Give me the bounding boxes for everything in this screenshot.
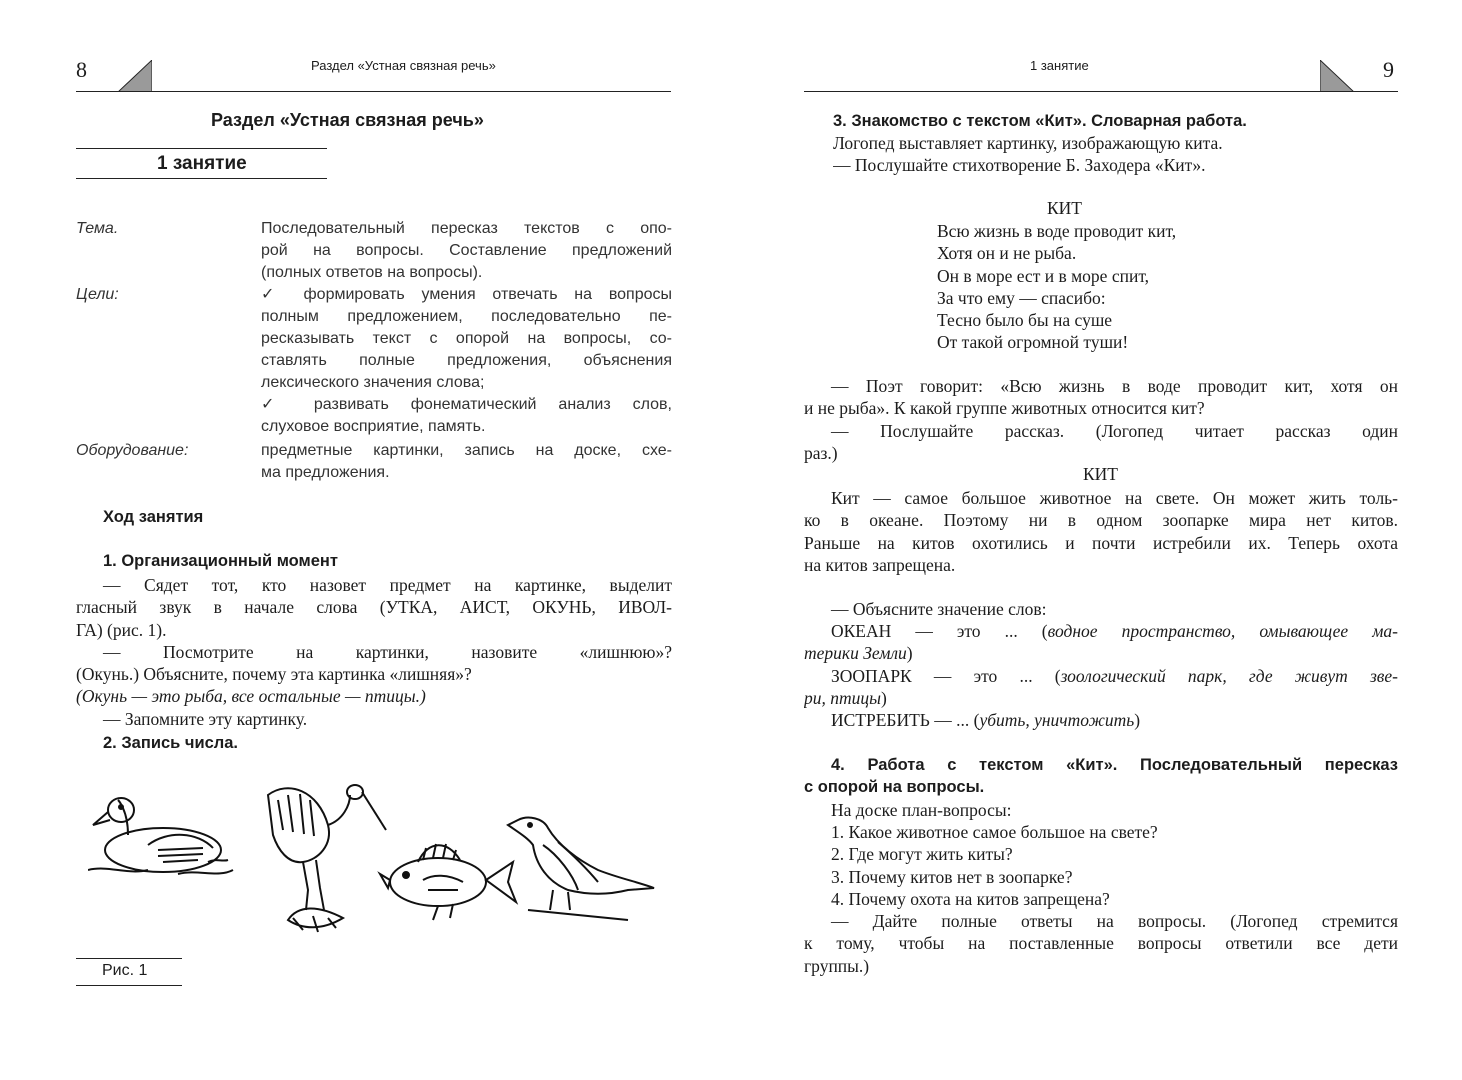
step1-line: ГА) (рис. 1).	[76, 619, 167, 640]
story-title: КИТ	[1083, 464, 1118, 484]
question-item: 3. Почему китов нет в зоопарке?	[831, 866, 1073, 887]
vocab-line	[804, 687, 1398, 709]
after-poem-line: раз.)	[804, 442, 838, 463]
vocab-close: )	[906, 643, 913, 664]
story-line: на китов запрещена.	[804, 554, 956, 575]
step1-heading: 1. Организационный момент	[103, 552, 338, 570]
step1-line: — Посмотрите на картинки, назовите «лишнюю»?	[103, 641, 672, 662]
figure-1	[88, 770, 668, 940]
goals-text	[261, 284, 672, 438]
course-heading: Ход занятия	[103, 508, 204, 526]
question-item: 1. Какое животное самое большое на свете?	[831, 822, 1158, 842]
vocab-line	[804, 620, 1398, 642]
goal-line: полным предложением, последовательно пе-	[261, 308, 672, 325]
explain-intro: — Объясните значение слов:	[831, 599, 1047, 619]
duck-icon	[88, 798, 233, 874]
step3-line: — Послушайте стихотворение Б. Заходера «Кит».	[833, 155, 1206, 176]
vocab-line	[804, 642, 1398, 664]
page-corner-triangle-icon	[1320, 60, 1354, 92]
caption-rule-top	[76, 958, 182, 959]
page-number: 8	[76, 57, 87, 82]
vocab-line	[804, 709, 1398, 731]
question-item: 2. Где могут жить киты?	[831, 844, 1013, 865]
page-corner-triangle-icon	[118, 60, 152, 92]
oriole-icon	[508, 818, 654, 920]
step1-text	[76, 574, 672, 730]
vocab-term: ЗООПАРК — это ... (	[831, 665, 1061, 686]
after-poem-line: и не рыба». К какой группе животных относится кит?	[804, 398, 1205, 419]
header-rule	[804, 91, 1398, 92]
figure-caption: Рис. 1	[102, 962, 148, 979]
after-poem-text	[804, 375, 1398, 464]
step1-line: гласный звук в начале слова (УТКА, АИСТ, ОКУНЬ, ИВОЛ-	[76, 597, 672, 618]
goal-line: ресказывать текст с опорой на вопросы, со-	[261, 330, 672, 347]
goal-line: лексического значения слова;	[261, 374, 485, 391]
running-head: 1 занятие	[1030, 58, 1089, 73]
question-item: 4. Почему охота на китов запрещена?	[831, 888, 1110, 909]
vocab-definition: водное пространство, омывающее ма-	[1047, 621, 1398, 641]
step4-heading	[804, 754, 1398, 799]
page-number: 9	[1383, 57, 1394, 82]
vocab-close: )	[881, 687, 887, 708]
poem-title: КИТ	[1047, 198, 1082, 218]
header-rule	[76, 91, 671, 92]
lesson-title: 1 занятие	[157, 153, 247, 174]
closing-line: — Дайте полные ответы на вопросы. (Логопед стремится	[831, 911, 1398, 931]
section-title: Раздел «Устная связная речь»	[211, 110, 484, 130]
step1-line: (Окунь.) Объясните, почему эта картинка «лишняя»?	[76, 664, 472, 685]
step1-line: (Окунь — это рыба, все остальные — птицы.)	[76, 686, 426, 707]
closing-line: группы.)	[804, 955, 870, 976]
lesson-rule-top	[76, 148, 327, 149]
step1-line: — Запомните эту картинку.	[103, 708, 308, 729]
equipment-line: предметные картинки, запись на доске, схе-	[261, 442, 672, 459]
closing-line: к тому, чтобы на поставленные вопросы ответили все дети	[804, 933, 1398, 954]
topic-line: рой на вопросы. Составление предложений	[261, 242, 672, 259]
vocab-term: ОКЕАН — это ... (	[831, 621, 1048, 641]
poem-line: Хотя он и не рыба.	[937, 243, 1077, 264]
equipment-text	[261, 440, 672, 484]
vocab-definition: терики Земли	[804, 643, 907, 664]
step1-line: — Сядет тот, кто назовет предмет на картинке, выделит	[103, 575, 672, 595]
vocab-line	[804, 665, 1398, 687]
step3-text	[833, 132, 1398, 177]
story-text	[804, 487, 1398, 576]
questions-list	[831, 821, 1158, 910]
poem-line: Всю жизнь в воде проводит кит,	[937, 221, 1177, 241]
poem	[937, 220, 1176, 354]
step4-heading-line: с опорой на вопросы.	[804, 778, 985, 797]
topic-label: Тема.	[76, 220, 119, 237]
goal-line: слуховое восприятие, память.	[261, 418, 486, 435]
right-page	[731, 0, 1462, 1080]
vocab-list	[804, 620, 1398, 731]
story-line: ко в океане. Поэтому ни в одном зоопарке мира нет китов.	[804, 510, 1398, 531]
caption-rule-bottom	[76, 985, 182, 986]
topic-text	[261, 218, 672, 284]
running-head: Раздел «Устная связная речь»	[311, 58, 496, 73]
after-poem-line: — Послушайте рассказ. (Логопед читает рассказ один	[831, 420, 1398, 441]
step4-heading-line: 4. Работа с текстом «Кит». Последовательный пересказ	[831, 756, 1398, 774]
closing-text	[804, 910, 1398, 977]
poem-line: Тесно было бы на суше	[937, 310, 1113, 331]
lesson-rule-bottom	[76, 178, 327, 179]
stork-icon	[268, 785, 386, 932]
poem-line: Он в море ест и в море спит,	[937, 265, 1150, 286]
story-line: Кит — самое большое животное на свете. Он может жить толь-	[831, 488, 1398, 508]
vocab-definition: убить, уничтожить	[979, 710, 1135, 731]
goal-line: ✓ формировать умения отвечать на вопросы	[261, 286, 672, 303]
poem-line: От такой огромной туши!	[937, 332, 1129, 353]
poem-line: За что ему — спасибо:	[937, 287, 1106, 308]
topic-line: Последовательный пересказ текстов с опо-	[261, 220, 672, 237]
story-line: Раньше на китов охотились и почти истребили их. Теперь охота	[804, 532, 1398, 553]
goal-line: ✓ развивать фонематический анализ слов,	[261, 396, 672, 413]
step2-heading: 2. Запись числа.	[103, 734, 239, 752]
step3-heading: 3. Знакомство с текстом «Кит». Словарная работа.	[833, 112, 1247, 130]
vocab-definition: зоологический парк, где живут зве-	[1060, 665, 1398, 686]
step4-intro: На доске план-вопросы:	[831, 800, 1012, 820]
goal-line: ставлять полные предложения, объяснения	[261, 352, 672, 369]
vocab-close: )	[1134, 710, 1141, 731]
equipment-label: Оборудование:	[76, 442, 189, 459]
vocab-term: ИСТРЕБИТЬ — ... (	[831, 710, 980, 731]
vocab-definition: ри, птицы	[804, 687, 881, 708]
topic-line: (полных ответов на вопросы).	[261, 264, 483, 281]
equipment-line: ма предложения.	[261, 464, 390, 481]
after-poem-line: — Поэт говорит: «Всю жизнь в воде проводит кит, хотя он	[831, 376, 1398, 396]
step3-line: Логопед выставляет картинку, изображающую кита.	[833, 133, 1223, 153]
fish-icon	[380, 844, 516, 920]
goals-label: Цели:	[76, 286, 119, 303]
